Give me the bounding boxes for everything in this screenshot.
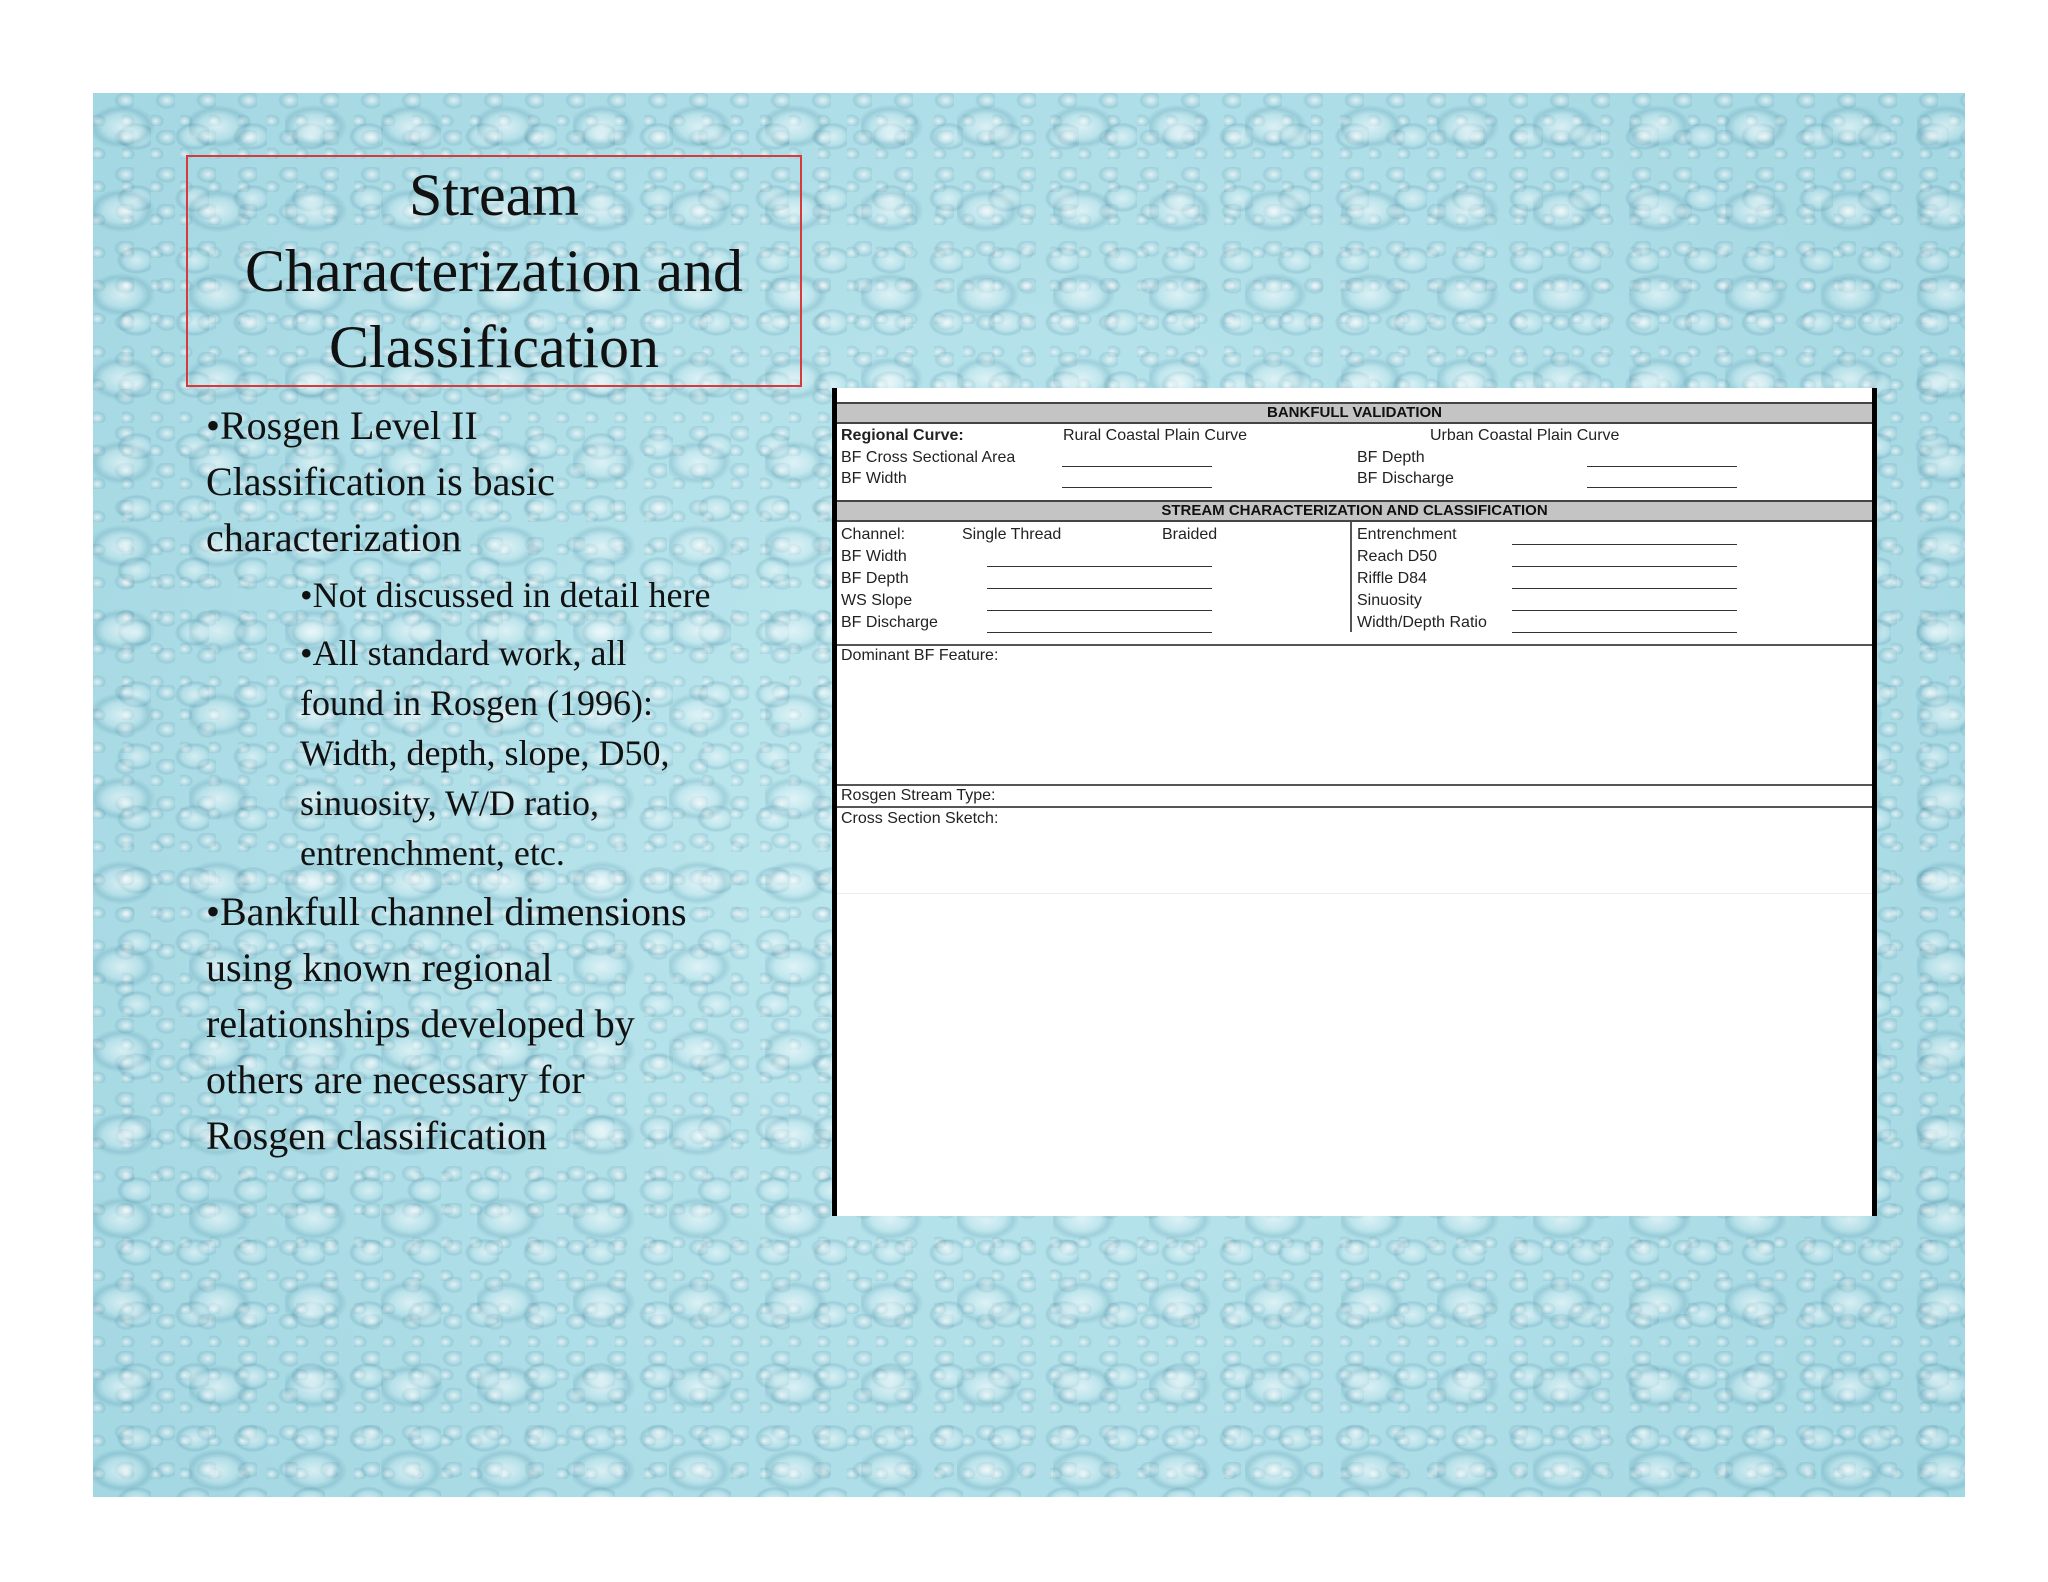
sketch-area-edge (837, 893, 1872, 894)
bullet-line: •Bankfull channel dimensions (206, 889, 687, 934)
sinuosity-label: Sinuosity (1357, 592, 1422, 609)
bf-discharge-line-2 (987, 632, 1212, 633)
bullet-bankfull-dimensions (206, 884, 806, 1164)
bf-cross-sectional-area-line (1062, 466, 1212, 467)
subbullet-line: entrenchment, etc. (300, 833, 565, 873)
subbullet-not-discussed (300, 570, 806, 620)
cross-section-sketch-label: Cross Section Sketch: (841, 810, 999, 827)
ws-slope-line (987, 610, 1212, 611)
title-line-1: Stream (409, 162, 579, 228)
subbullet-line: Width, depth, slope, D50, (300, 733, 670, 773)
bullet-rosgen-level (206, 398, 806, 566)
subbullet-line: •Not discussed in detail here (300, 575, 711, 615)
bullet-line: others are necessary for (206, 1057, 585, 1102)
rural-curve-option: Rural Coastal Plain Curve (1063, 427, 1248, 444)
column-divider (1350, 522, 1352, 632)
riffle-d84-line (1512, 588, 1737, 589)
bf-discharge-label-2: BF Discharge (841, 614, 938, 631)
stream-characterization-header: STREAM CHARACTERIZATION AND CLASSIFICATION (837, 500, 1872, 522)
bf-width-line-1 (1062, 487, 1212, 488)
bullet-line: •Rosgen Level II (206, 403, 478, 448)
bullet-line: characterization (206, 515, 462, 560)
slide-title (245, 157, 743, 385)
braided-option: Braided (1162, 526, 1218, 543)
bullet-line: relationships developed by (206, 1001, 635, 1046)
slide-title-box (186, 155, 802, 387)
entrenchment-label: Entrenchment (1357, 526, 1457, 543)
field-form-image (832, 388, 1877, 1216)
single-thread-option: Single Thread (962, 526, 1062, 543)
bf-discharge-line-1 (1587, 487, 1737, 488)
reach-d50-line (1512, 566, 1737, 567)
urban-curve-option: Urban Coastal Plain Curve (1430, 427, 1620, 444)
bf-depth-line-2 (987, 588, 1212, 589)
bullet-line: using known regional (206, 945, 553, 990)
bf-depth-line-1 (1587, 466, 1737, 467)
subbullet-line: sinuosity, W/D ratio, (300, 783, 599, 823)
width-depth-ratio-label: Width/Depth Ratio (1357, 614, 1487, 631)
bf-width-label-2: BF Width (841, 548, 907, 565)
bullet-line: Rosgen classification (206, 1113, 548, 1158)
title-line-3: Classification (329, 314, 659, 380)
bf-width-line-2 (987, 566, 1212, 567)
bullet-line: Classification is basic (206, 459, 555, 504)
subbullet-line: found in Rosgen (1996): (300, 683, 653, 723)
title-line-2: Characterization and (244, 238, 744, 304)
width-depth-ratio-line (1512, 632, 1737, 633)
ws-slope-label: WS Slope (841, 592, 913, 609)
bf-depth-label-1: BF Depth (1357, 449, 1425, 466)
dominant-bf-feature-label: Dominant BF Feature: (841, 647, 999, 664)
regional-curve-label: Regional Curve: (841, 427, 964, 444)
channel-label: Channel: (841, 526, 906, 543)
bf-width-label-1: BF Width (841, 470, 907, 487)
entrenchment-line (1512, 544, 1737, 545)
section-divider (837, 806, 1872, 808)
bf-cross-sectional-area-label: BF Cross Sectional Area (841, 449, 1016, 466)
subbullet-standard-work (300, 628, 806, 878)
bullet-list (206, 398, 806, 1164)
rosgen-stream-type-label: Rosgen Stream Type: (841, 787, 996, 804)
bankfull-validation-header: BANKFULL VALIDATION (837, 402, 1872, 424)
sinuosity-line (1512, 610, 1737, 611)
reach-d50-label: Reach D50 (1357, 548, 1438, 565)
riffle-d84-label: Riffle D84 (1357, 570, 1427, 587)
bf-depth-label-2: BF Depth (841, 570, 909, 587)
subbullet-line: •All standard work, all (300, 633, 627, 673)
bf-discharge-label-1: BF Discharge (1357, 470, 1454, 487)
